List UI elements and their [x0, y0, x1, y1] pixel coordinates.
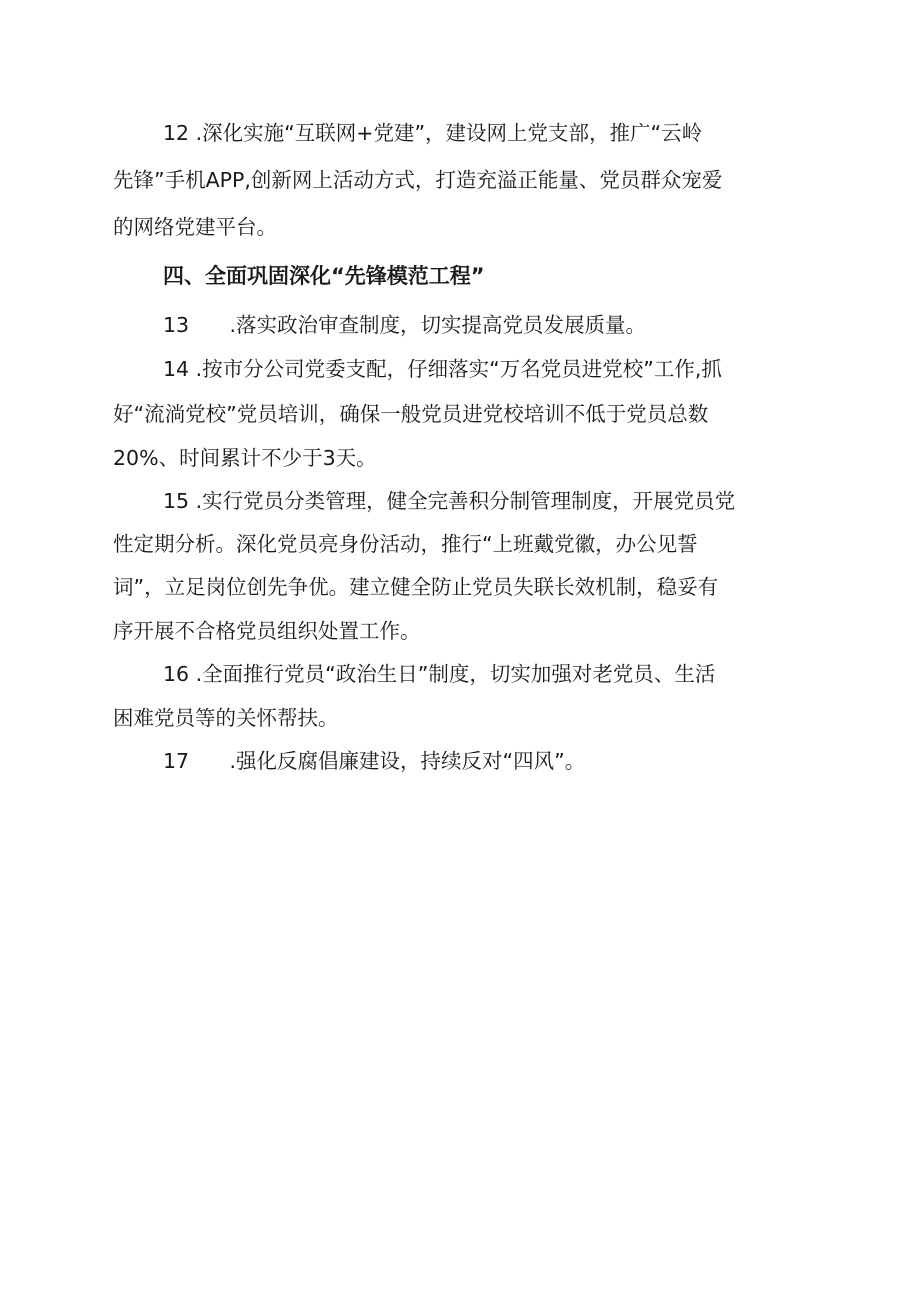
item-14-line-1	[163, 355, 722, 383]
item-12-line-3: 的网络党建平台。	[113, 215, 277, 239]
item-16-text-1: .全面推行党员“政治生日”制度，切实加强对老党员、生活	[195, 662, 716, 686]
item-13-line-1	[163, 311, 646, 339]
item-16-line-2: 困难党员等的关怀帮扶。	[113, 706, 339, 730]
item-17-line-1	[163, 747, 585, 775]
item-17-number: 17	[163, 749, 190, 773]
item-15-number: 15	[163, 489, 190, 513]
item-12-text-1: .深化实施“互联网+党建”，建设网上党支部，推广“云岭	[195, 121, 703, 145]
item-15-text-1: .实行党员分类管理，健全完善积分制管理制度，开展党员党	[195, 489, 736, 513]
item-13-text-1: .落实政治审查制度，切实提高党员发展质量。	[229, 313, 647, 337]
item-15-line-3: 词”，立足岗位创先争优。建立健全防止党员失联长效机制，稳妥有	[113, 575, 719, 599]
item-12-number: 12	[163, 121, 190, 145]
item-13-number: 13	[163, 313, 190, 337]
item-17-text-1: .强化反腐倡廉建设，持续反对“四风”。	[229, 749, 586, 773]
item-12-line-2: 先锋”手机APP,创新网上活动方式，打造充溢正能量、党员群众宠爱	[113, 168, 723, 192]
item-16-number: 16	[163, 662, 190, 686]
item-14-number: 14	[163, 357, 190, 381]
item-15-line-2: 性定期分析。深化党员亮身份活动，推行“上班戴党徽，办公见誓	[113, 532, 698, 556]
item-15-line-4: 序开展不合格党员组织处置工作。	[113, 619, 421, 643]
item-14-line-2: 好“流淌党校”党员培训，确保一般党员进党校培训不低于党员总数	[113, 402, 709, 426]
item-12-line-1	[163, 119, 702, 147]
item-14-line-3: 20%、时间累计不少于3天。	[113, 446, 377, 470]
item-16-line-1	[163, 660, 715, 688]
item-15-line-1	[163, 487, 735, 515]
section-4-heading: 四、全面巩固深化“先锋模范工程”	[163, 264, 485, 288]
item-14-text-1: .按市分公司党委支配，仔细落实“万名党员进党校”工作,抓	[195, 357, 722, 381]
